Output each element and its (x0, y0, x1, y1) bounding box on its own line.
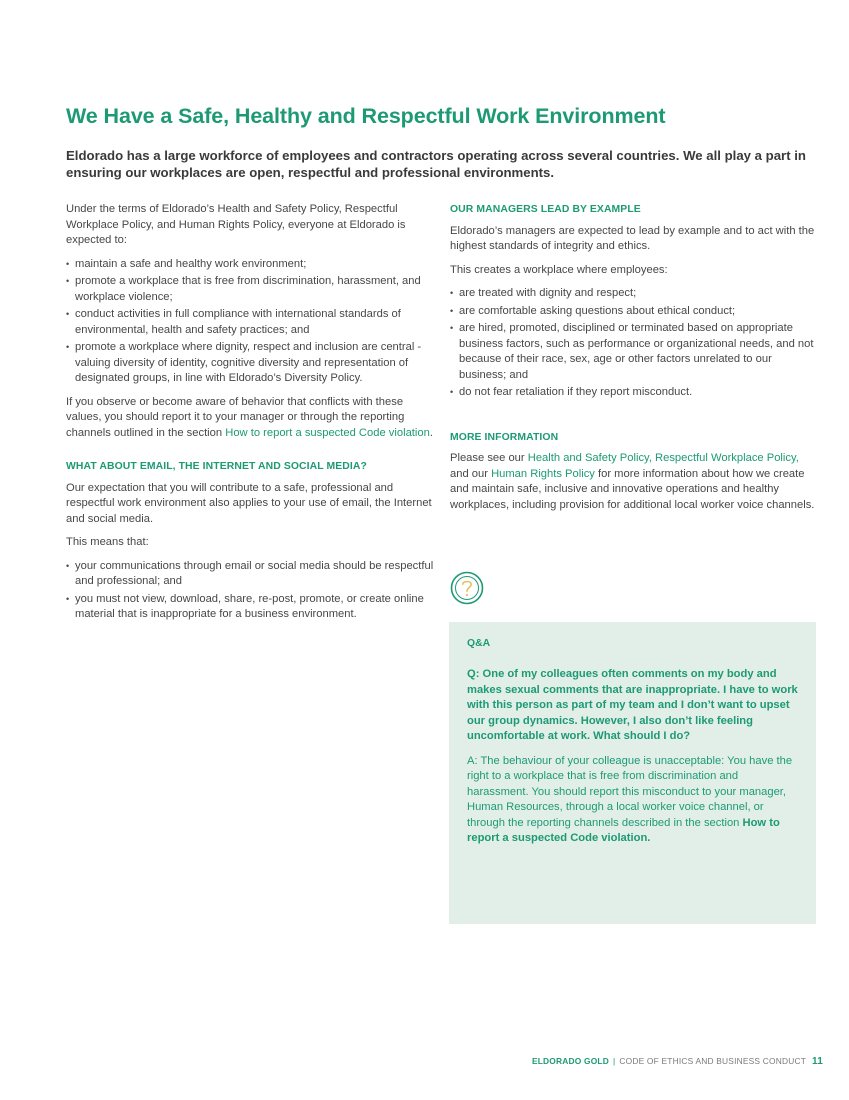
report-text: If you observe or become aware of behavior that conflicts with these values, you should report it to your manager or through the reporting channels outlined in the section (66, 395, 405, 439)
more-separator: , (648, 452, 656, 464)
list-item: • your communications through email or social media should be respectful and professional; and (66, 559, 436, 590)
qa-label: Q&A (467, 638, 491, 649)
qa-box (449, 622, 816, 924)
human-rights-policy-link[interactable]: Human Rights Policy (491, 467, 595, 480)
list-item: • conduct activities in full compliance with international standards of environmental, health and safety practices; and (66, 307, 436, 338)
qa-question: Q: One of my colleagues often comments on my body and makes sexual comments that are inappropriate. I have to work with this person as part of my team and I don’t want to upset our group dynamics. However, I also don’t like feeling uncomfortable at work. What should I do? (467, 668, 798, 742)
list-item: • promote a workplace that is free from discrimination, harassment, and workplace violence; (66, 274, 436, 305)
managers-text: Eldorado’s managers are expected to lead by example and to act with the highest standards of integrity and ethics. (450, 224, 815, 252)
list-item: • are comfortable asking questions about ethical conduct; (450, 304, 816, 320)
lead-paragraph: Eldorado has a large workforce of employees and contractors operating across several countries. We all play a part in ensuring our workplaces are open, respectful and professional environments. (66, 148, 806, 180)
footer-brand: ELDORADO GOLD (531, 1056, 609, 1066)
qa-answer (467, 754, 798, 847)
list-item: • promote a workplace where dignity, respect and inclusion are central - valuing diversity of identity, cognitive diversity and representation of designated groups, in line with Eldorado’s Diversity Policy. (66, 340, 436, 387)
employees-list (450, 286, 816, 401)
policy-intro: Under the terms of Eldorado’s Health and Safety Policy, Respectful Workplace Policy, and Human Rights Policy, everyone at Eldorado is expected to: (66, 203, 406, 246)
managers-heading: OUR MANAGERS LEAD BY EXAMPLE (450, 204, 641, 215)
email-list (66, 559, 436, 623)
page-title: We Have a Safe, Healthy and Respectful Work Environment (66, 104, 666, 128)
left-column (66, 202, 436, 631)
more-prefix: Please see our (450, 452, 528, 464)
qa-answer-link[interactable]: How to report a suspected Code violation. (467, 816, 780, 844)
page-number: 11 (812, 1056, 823, 1067)
respectful-workplace-policy-link[interactable]: Respectful Workplace Policy, (655, 452, 799, 464)
more-suffix: for more information about how we create and maintain safe, inclusive and innovative operations and healthy workplaces, including provision for additional local worker voice channels. (450, 467, 815, 511)
list-item: • do not fear retaliation if they report misconduct. (450, 385, 816, 401)
question-mark-icon (450, 571, 484, 605)
creates-text: This creates a workplace where employees: (450, 263, 668, 276)
email-means: This means that: (66, 536, 149, 548)
report-paragraph (66, 395, 436, 442)
page-footer (532, 1056, 823, 1067)
footer-separator: | (613, 1056, 616, 1066)
qa-answer-text: A: The behaviour of your colleague is unacceptable: You have the right to a workplace that is free from discrimination and harassment. You should report this misconduct to your manager, Human Resources, through a local worker voice channel, or through the reporting channels described in the section (467, 754, 793, 829)
right-column (450, 202, 816, 521)
report-end: . (429, 426, 433, 439)
more-mid: and our (450, 467, 492, 480)
list-item: • you must not view, download, share, re-post, promote, or create online material that is inappropriate for a business environment. (66, 592, 436, 623)
health-safety-policy-link[interactable]: Health and Safety Policy (527, 452, 649, 464)
report-code-violation-link[interactable]: How to report a suspected Code violation (225, 426, 430, 439)
email-intro: Our expectation that you will contribute to a safe, professional and respectful work environment also applies to your use of email, the Internet and social media. (66, 481, 432, 525)
more-info-text (450, 451, 816, 513)
footer-doc-title: CODE OF ETHICS AND BUSINESS CONDUCT (619, 1056, 807, 1066)
more-info-heading: MORE INFORMATION (450, 431, 559, 443)
list-item: • are hired, promoted, disciplined or terminated based on appropriate business factors, such as performance or organizational needs, and not because of their race, sex, age or other factors unrelated to our business; and (450, 321, 816, 383)
list-item: • maintain a safe and healthy work environment; (66, 257, 436, 273)
expectations-list (66, 257, 436, 387)
email-heading: WHAT ABOUT EMAIL, THE INTERNET AND SOCIAL MEDIA? (66, 461, 367, 472)
list-item: • are treated with dignity and respect; (450, 286, 816, 302)
